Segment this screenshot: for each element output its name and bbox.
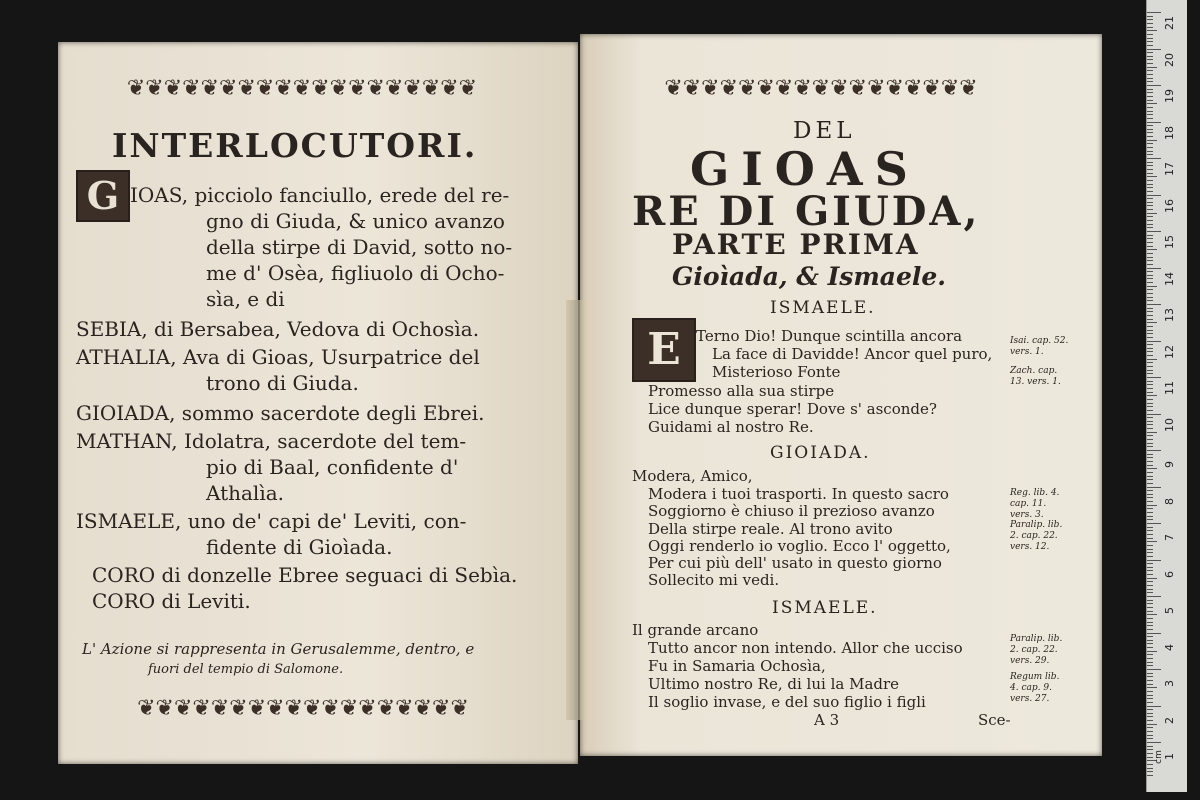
ruler-tick: [1147, 326, 1153, 327]
ruler-tick: [1147, 581, 1153, 582]
ruler-tick: [1147, 118, 1153, 119]
ruler-tick: [1147, 173, 1153, 174]
ruler-tick: [1147, 264, 1153, 265]
ruler-number: 12: [1163, 344, 1176, 359]
ruler-tick: [1147, 534, 1153, 535]
ruler-tick: [1147, 508, 1153, 509]
signature-mark: A 3: [814, 711, 840, 729]
ruler-tick: [1147, 435, 1153, 436]
ruler-number: 13: [1163, 308, 1176, 322]
ruler-tick: [1147, 625, 1153, 626]
ruler-tick: [1147, 731, 1153, 732]
ruler-tick: [1147, 720, 1153, 721]
ruler-tick: [1147, 574, 1153, 575]
ruler-number: 18: [1163, 125, 1176, 140]
ruler-tick: [1147, 202, 1153, 203]
ruler-tick: [1147, 673, 1153, 674]
ruler-tick: [1147, 600, 1153, 601]
ruler-tick: [1147, 709, 1153, 710]
ruler-tick: [1147, 439, 1153, 440]
left-line: CORO di donzelle Ebree seguaci di Sebìa.: [92, 563, 518, 587]
verse-line: Della stirpe reale. Al trono avito: [648, 520, 893, 538]
margin-note: Paralip. lib. 2. cap. 22. vers. 12.: [1010, 520, 1063, 552]
ruler-tick: [1147, 443, 1153, 444]
ruler-tick: [1147, 341, 1161, 342]
ruler-tick: [1147, 490, 1153, 491]
ruler-tick: [1147, 622, 1153, 623]
left-line: CORO di Leviti.: [92, 589, 251, 613]
ruler-tick: [1147, 603, 1153, 604]
ruler-tick: [1147, 403, 1153, 404]
verse-line: Terno Dio! Dunque scintilla ancora: [696, 327, 963, 345]
ruler-tick: [1147, 231, 1161, 232]
ruler-tick: [1147, 30, 1157, 31]
ornament-band-top-right: ❦❦❦❦❦❦❦❦❦❦❦❦❦❦❦❦❦: [664, 76, 978, 101]
ruler-number: 8: [1163, 497, 1176, 505]
ruler-tick: [1147, 494, 1153, 495]
ruler-tick: [1147, 184, 1153, 185]
ruler-tick: [1147, 749, 1153, 750]
ruler-tick: [1147, 702, 1153, 703]
ruler-tick: [1147, 523, 1161, 524]
ruler-number: 21: [1163, 16, 1176, 30]
verse-line: Per cui più dell' usato in questo giorno: [648, 554, 942, 572]
ruler-tick: [1147, 278, 1153, 279]
ruler-tick: [1147, 516, 1153, 517]
ruler-tick: [1147, 589, 1153, 590]
ruler-number: 4: [1163, 643, 1176, 651]
left-line: SEBIA, di Bersabea, Vedova di Ochosìa.: [76, 317, 480, 341]
ruler-tick: [1147, 348, 1153, 349]
ruler-tick: [1147, 497, 1153, 498]
ruler-tick: [1147, 81, 1153, 82]
ruler-tick: [1147, 151, 1153, 152]
ruler-tick: [1147, 74, 1153, 75]
ruler-tick: [1147, 399, 1153, 400]
verse-line: Il soglio invase, e del suo figlio i figli: [648, 693, 926, 711]
ruler-tick: [1147, 476, 1153, 477]
ruler-number: 9: [1163, 461, 1176, 468]
left-line: ATHALIA, Ava di Gioas, Usurpatrice del: [76, 345, 480, 369]
ruler-tick: [1147, 308, 1153, 309]
catchword: Sce-: [978, 711, 1011, 729]
ruler-tick: [1147, 260, 1153, 261]
ruler-tick: [1147, 70, 1153, 71]
ruler-tick: [1147, 698, 1153, 699]
ruler-tick: [1147, 297, 1153, 298]
verse-line: Fu in Samaria Ochosìa,: [648, 657, 826, 675]
ruler-tick: [1147, 52, 1153, 53]
ruler-tick: [1147, 19, 1153, 20]
ruler-tick: [1147, 695, 1153, 696]
verse-line: Modera, Amico,: [632, 467, 753, 485]
ruler-tick: [1147, 362, 1153, 363]
ruler-tick: [1147, 38, 1153, 39]
left-line: gno di Giuda, & unico avanzo: [206, 209, 505, 233]
drop-cap-e: E: [632, 318, 696, 382]
ruler-tick: [1147, 242, 1153, 243]
ruler-tick: [1147, 122, 1161, 123]
ruler-tick: [1147, 538, 1153, 539]
ruler-tick: [1147, 768, 1153, 769]
ruler-tick: [1147, 450, 1161, 451]
ruler-tick: [1147, 45, 1153, 46]
ruler-tick: [1147, 596, 1161, 597]
ruler-tick: [1147, 85, 1161, 86]
ruler-tick: [1147, 56, 1153, 57]
ruler-tick: [1147, 735, 1153, 736]
ruler-tick: [1147, 512, 1153, 513]
ruler-tick: [1147, 304, 1161, 305]
ruler-tick: [1147, 421, 1153, 422]
ruler-tick: [1147, 388, 1153, 389]
ruler-tick: [1147, 67, 1157, 68]
ruler-tick: [1147, 614, 1157, 615]
ruler-number: 6: [1163, 570, 1176, 578]
ruler-tick: [1147, 446, 1153, 447]
verse-line: Ultimo nostro Re, di lui la Madre: [648, 675, 900, 693]
ruler-tick: [1147, 359, 1157, 360]
ruler-tick: [1147, 406, 1153, 407]
ruler-tick: [1147, 246, 1153, 247]
ruler-tick: [1147, 633, 1161, 634]
ruler-tick: [1147, 162, 1153, 163]
ruler-tick: [1147, 392, 1153, 393]
ruler-tick: [1147, 176, 1157, 177]
ruler-tick: [1147, 355, 1153, 356]
ruler-number: 11: [1163, 381, 1176, 395]
ruler-number: 10: [1163, 417, 1176, 432]
ruler-tick: [1147, 216, 1153, 217]
ruler-tick: [1147, 140, 1157, 141]
title-del: DEL: [793, 118, 856, 144]
ruler-tick: [1147, 552, 1153, 553]
ruler-tick: [1147, 289, 1153, 290]
ruler-tick: [1147, 676, 1153, 677]
ruler-tick: [1147, 716, 1153, 717]
ruler-number: 17: [1163, 162, 1176, 176]
ruler-tick: [1147, 205, 1153, 206]
ruler-number: 20: [1163, 52, 1176, 67]
ruler-tick: [1147, 344, 1153, 345]
ruler-tick: [1147, 114, 1153, 115]
ruler-tick: [1147, 249, 1157, 250]
ruler-tick: [1147, 560, 1161, 561]
ruler-tick: [1147, 472, 1153, 473]
ruler-tick: [1147, 519, 1153, 520]
ruler-number: 7: [1163, 534, 1176, 541]
ruler-tick: [1147, 578, 1157, 579]
ruler-tick: [1147, 410, 1153, 411]
ruler-tick: [1147, 275, 1153, 276]
verse-line: Il grande arcano: [632, 621, 759, 639]
ruler-tick: [1147, 658, 1153, 659]
verse-line: Misterioso Fonte: [712, 363, 841, 381]
ruler-tick: [1147, 742, 1161, 743]
ruler-tick: [1147, 545, 1153, 546]
ruler-tick: [1147, 428, 1153, 429]
ruler-tick: [1147, 570, 1153, 571]
ruler-tick: [1147, 724, 1157, 725]
ruler-tick: [1147, 662, 1153, 663]
ruler-tick: [1147, 59, 1153, 60]
ruler-number: 16: [1163, 198, 1176, 213]
left-line: IOAS, picciolo fanciullo, erede del re-: [130, 183, 510, 207]
ruler-tick: [1147, 271, 1153, 272]
ruler-tick: [1147, 187, 1153, 188]
verse-line: Modera i tuoi trasporti. In questo sacro: [648, 485, 949, 503]
ruler-tick: [1147, 585, 1153, 586]
speaker-ismaele-2: ISMAELE.: [772, 598, 878, 618]
ruler-tick: [1147, 322, 1157, 323]
margin-note: Regum lib. 4. cap. 9. vers. 27.: [1010, 672, 1060, 704]
ruler-tick: [1147, 136, 1153, 137]
ruler-tick: [1147, 268, 1161, 269]
left-line: GIOIADA, sommo sacerdote degli Ebrei.: [76, 401, 485, 425]
ruler-tick: [1147, 27, 1153, 28]
ruler-tick: [1147, 746, 1153, 747]
ruler-tick: [1147, 154, 1153, 155]
ruler-tick: [1147, 757, 1153, 758]
ruler-tick: [1147, 417, 1153, 418]
speaker-gioiada: GIOIADA.: [770, 443, 871, 463]
title-gioas: GIOAS: [690, 142, 920, 196]
ruler-tick: [1147, 764, 1153, 765]
interlocutori-heading: INTERLOCUTORI.: [112, 126, 478, 165]
ruler-tick: [1147, 567, 1153, 568]
ruler-tick: [1147, 775, 1153, 776]
ruler-tick: [1147, 235, 1153, 236]
ruler-tick: [1147, 100, 1153, 101]
ruler-tick: [1147, 319, 1153, 320]
ruler-tick: [1147, 165, 1153, 166]
ruler-tick: [1147, 665, 1153, 666]
ruler-tick: [1147, 541, 1157, 542]
ruler-tick: [1147, 366, 1153, 367]
ruler-tick: [1147, 143, 1153, 144]
ruler-tick: [1147, 680, 1153, 681]
ruler-tick: [1147, 103, 1157, 104]
ruler-tick: [1147, 12, 1161, 13]
ruler-tick: [1147, 132, 1153, 133]
ruler-tick: [1147, 180, 1153, 181]
ruler-tick: [1147, 315, 1153, 316]
ruler-tick: [1147, 224, 1153, 225]
ruler-tick: [1147, 111, 1153, 112]
ruler-tick: [1147, 461, 1153, 462]
ruler-tick: [1147, 213, 1157, 214]
ruler-tick: [1147, 483, 1153, 484]
ruler-tick: [1147, 611, 1153, 612]
verse-line: Tutto ancor non intendo. Allor che ucciso: [648, 639, 963, 657]
ruler-tick: [1147, 706, 1161, 707]
ruler-tick: [1147, 337, 1153, 338]
ruler-tick: [1147, 607, 1153, 608]
ruler-number: 2: [1163, 716, 1176, 724]
ruler-unit: cm: [1153, 750, 1164, 764]
ruler-tick: [1147, 129, 1153, 130]
ruler-tick: [1147, 257, 1153, 258]
ruler-tick: [1147, 293, 1153, 294]
ruler-tick: [1147, 395, 1157, 396]
ruler-tick: [1147, 220, 1153, 221]
stage-note-line-2: fuori del tempio di Salomone.: [148, 662, 344, 677]
ruler-tick: [1147, 727, 1153, 728]
verse-line: Soggiorno è chiuso il prezioso avanzo: [648, 502, 935, 520]
margin-note: Reg. lib. 4. cap. 11. vers. 3.: [1010, 488, 1060, 520]
ruler-tick: [1147, 651, 1157, 652]
left-line: MATHAN, Idolatra, sacerdote del tem-: [76, 429, 467, 453]
ruler-tick: [1147, 158, 1161, 159]
ruler-tick: [1147, 381, 1153, 382]
verse-line: Promesso alla sua stirpe: [648, 382, 835, 400]
ruler-tick: [1147, 286, 1157, 287]
speaker-ismaele-1: ISMAELE.: [770, 298, 876, 318]
ruler-tick: [1147, 351, 1153, 352]
ruler-tick: [1147, 169, 1153, 170]
ruler-tick: [1147, 34, 1153, 35]
ruler-number: 15: [1163, 235, 1176, 249]
ruler-number: 19: [1163, 89, 1176, 103]
title-re-di-giuda: RE DI GIUDA,: [632, 188, 981, 235]
ruler-tick: [1147, 432, 1157, 433]
ruler-tick: [1147, 253, 1153, 254]
ruler-tick: [1147, 629, 1153, 630]
ruler-tick: [1147, 330, 1153, 331]
ruler-tick: [1147, 23, 1153, 24]
ruler-tick: [1147, 370, 1153, 371]
ruler-tick: [1147, 191, 1153, 192]
ruler-tick: [1147, 549, 1153, 550]
verse-line: Lice dunque sperar! Dove s' asconde?: [648, 400, 937, 418]
ruler-tick: [1147, 640, 1153, 641]
left-line: me d' Osèa, figliuolo di Ocho-: [206, 261, 505, 285]
ruler-tick: [1147, 198, 1153, 199]
ruler-tick: [1147, 753, 1153, 754]
ruler-tick: [1147, 16, 1153, 17]
ruler-tick: [1147, 713, 1153, 714]
ruler-tick: [1147, 465, 1153, 466]
scene-characters: Gioìada, & Ismaele.: [672, 262, 947, 291]
ruler-tick: [1147, 147, 1153, 148]
ruler-tick: [1147, 647, 1153, 648]
ruler-tick: [1147, 457, 1153, 458]
title-parte-prima: PARTE PRIMA: [672, 228, 920, 261]
stage-note-line-1: L' Azione si rappresenta in Gerusalemme, dentro, e: [82, 640, 475, 658]
ornament-band-top-left: ❦❦❦❦❦❦❦❦❦❦❦❦❦❦❦❦❦❦❦: [126, 76, 478, 101]
ruler-tick: [1147, 41, 1153, 42]
ruler-tick: [1147, 501, 1153, 502]
ruler-tick: [1147, 643, 1153, 644]
ruler-tick: [1147, 209, 1153, 210]
ruler-tick: [1147, 771, 1153, 772]
ruler-tick: [1147, 738, 1153, 739]
ruler-tick: [1147, 684, 1153, 685]
verse-line: Oggi renderlo io voglio. Ecco l' oggetto,: [648, 537, 951, 555]
ruler-tick: [1147, 282, 1153, 283]
ruler-number: 1: [1163, 753, 1176, 760]
ruler-tick: [1147, 563, 1153, 564]
left-line: fidente di Gioìada.: [206, 535, 393, 559]
ruler-tick: [1147, 468, 1157, 469]
left-line: Athalìa.: [206, 481, 285, 505]
margin-note: Isai. cap. 52. vers. 1.: [1010, 336, 1069, 357]
ruler-tick: [1147, 454, 1153, 455]
left-line: sìa, e di: [206, 287, 285, 311]
ruler-tick: [1147, 89, 1153, 90]
ruler-tick: [1147, 691, 1153, 692]
ruler-tick: [1147, 592, 1153, 593]
ruler-tick: [1147, 505, 1157, 506]
ruler-tick: [1147, 479, 1153, 480]
ruler-tick: [1147, 96, 1153, 97]
ruler-tick: [1147, 527, 1153, 528]
verse-line: Guidami al nostro Re.: [648, 418, 814, 436]
ruler-tick: [1147, 238, 1153, 239]
book-gutter: [566, 300, 586, 720]
ruler-tick: [1147, 424, 1153, 425]
ruler-tick: [1147, 63, 1153, 64]
drop-cap-g: G: [76, 170, 130, 222]
ruler-tick: [1147, 530, 1153, 531]
verse-line: La face di Davidde! Ancor quel puro,: [712, 345, 993, 363]
ruler-tick: [1147, 487, 1161, 488]
left-line: ISMAELE, uno de' capi de' Leviti, con-: [76, 509, 467, 533]
ruler-tick: [1147, 92, 1153, 93]
ruler-tick: [1147, 227, 1153, 228]
ornament-band-bottom-left: ❦❦❦❦❦❦❦❦❦❦❦❦❦❦❦❦❦❦: [137, 696, 469, 721]
ruler-number: 5: [1163, 607, 1176, 614]
ruler-tick: [1147, 311, 1153, 312]
ruler-tick: [1147, 125, 1153, 126]
ruler-tick: [1147, 556, 1153, 557]
ruler-tick: [1147, 78, 1153, 79]
ruler-number: 3: [1163, 680, 1176, 687]
left-line: pio di Baal, confidente d': [206, 455, 459, 479]
verse-line: Sollecito mi vedi.: [648, 571, 780, 589]
ruler-tick: [1147, 654, 1153, 655]
ruler-tick: [1147, 107, 1153, 108]
ruler-tick: [1147, 195, 1161, 196]
ruler-number: 14: [1163, 271, 1176, 286]
ruler-tick: [1147, 414, 1161, 415]
ruler-tick: [1147, 373, 1153, 374]
left-line: della stirpe di David, sotto no-: [206, 235, 513, 259]
ruler-tick: [1147, 333, 1153, 334]
ruler-tick: [1147, 687, 1157, 688]
ruler-tick: [1147, 300, 1153, 301]
margin-note: Zach. cap. 13. vers. 1.: [1010, 366, 1061, 387]
ruler-tick: [1147, 669, 1161, 670]
margin-note: Paralip. lib. 2. cap. 22. vers. 29.: [1010, 634, 1063, 666]
measurement-ruler: [1146, 0, 1187, 792]
ruler-tick: [1147, 618, 1153, 619]
left-line: trono di Giuda.: [206, 371, 359, 395]
ruler-tick: [1147, 49, 1161, 50]
ruler-tick: [1147, 384, 1153, 385]
ruler-tick: [1147, 636, 1153, 637]
ruler-tick: [1147, 377, 1161, 378]
